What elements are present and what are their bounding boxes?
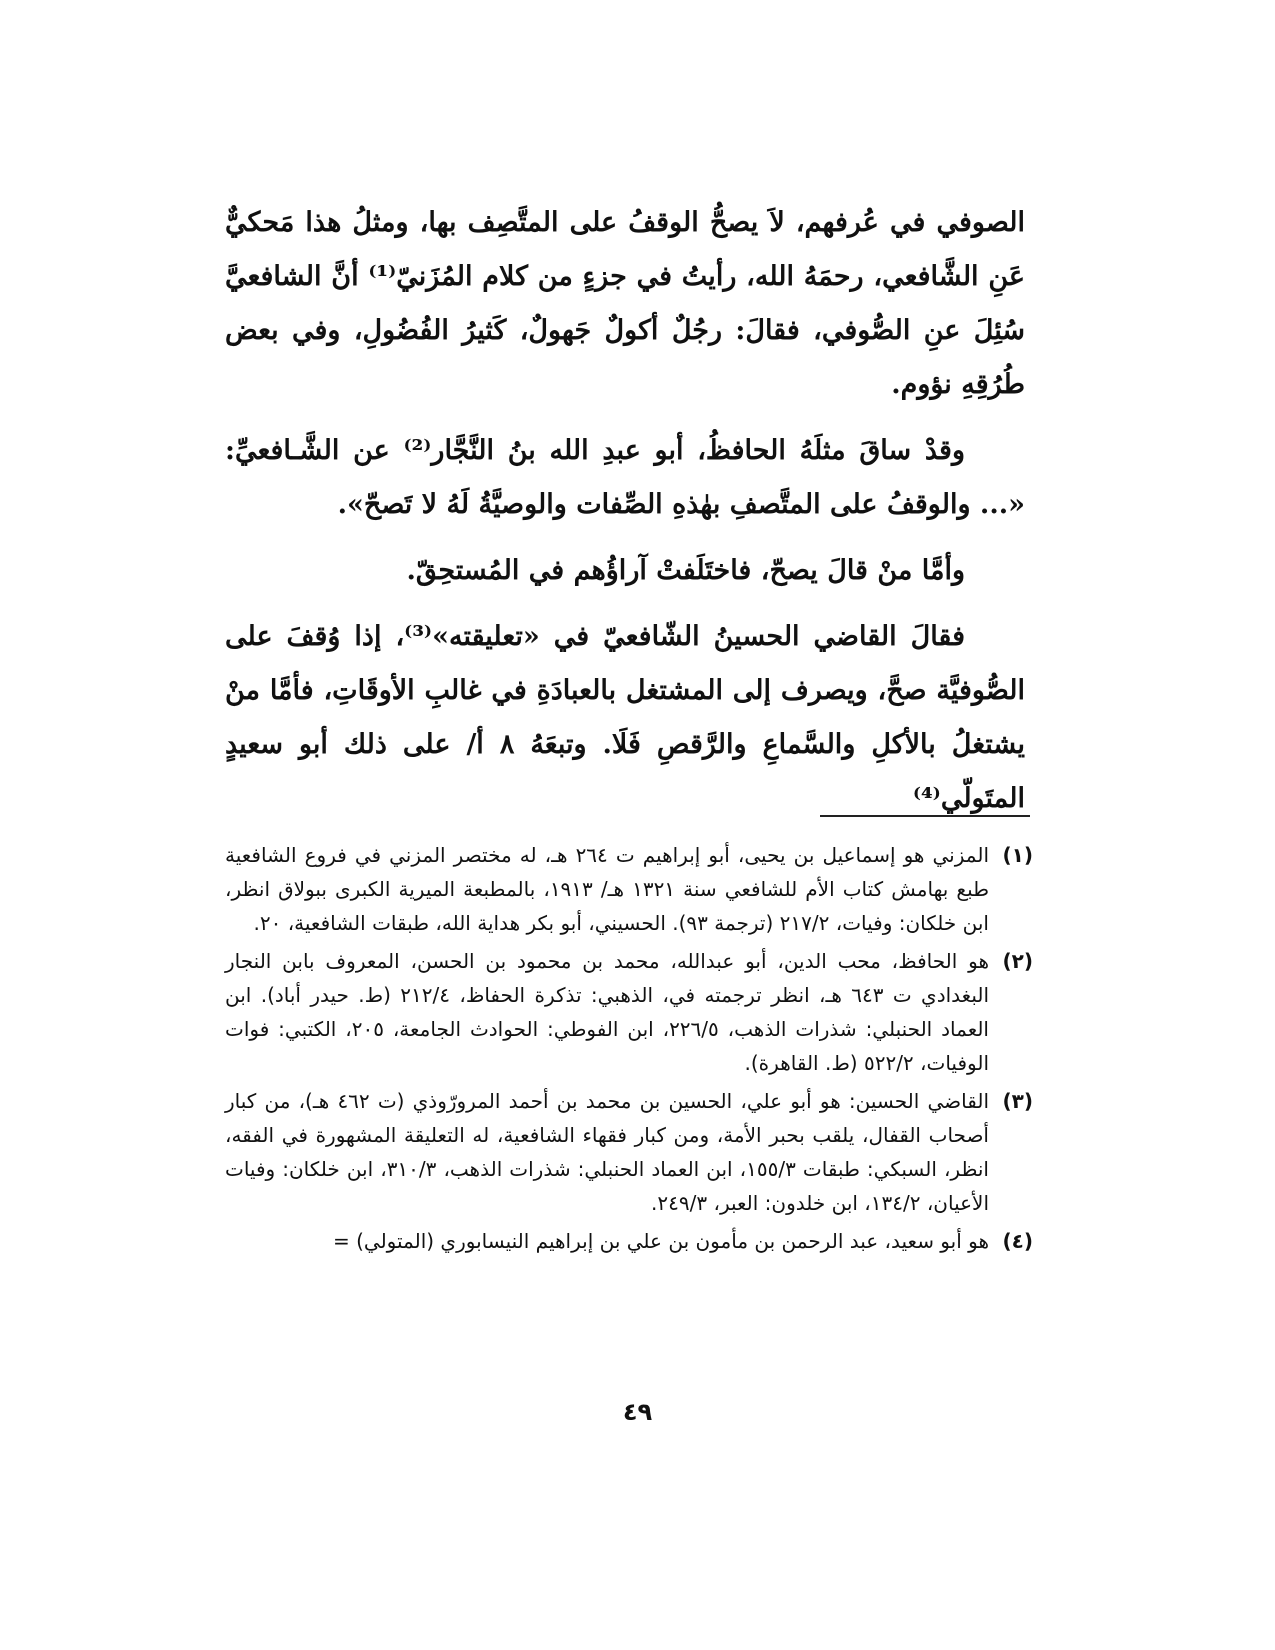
footnote-number: (٣) xyxy=(1002,1089,1033,1113)
paragraph-2: وقدْ ساقَ مثلَهُ الحافظُ، أبو عبدِ الله بنُ النَّجَّار⁽²⁾ عن الشَّـافعيِّ: «... والوقفُ على المتَّصفِ بهٰذهِ الصِّفات والوصيَّةُ لَهُ لا تَصحّ». xyxy=(225,435,1025,520)
footnote-2 xyxy=(225,944,1033,1080)
footnote-divider xyxy=(820,815,1030,817)
paragraph-1: الصوفي في عُرفهم، لاَ يصحُّ الوقفُ على المتَّصِف بها، ومثلُ هذا مَحكيٌّ عَنِ الشَّافعي، رحمَهُ الله، رأيتُ في جزءٍ من كلام المُزَنيّ⁽¹⁾ أنَّ الشافعيَّ سُئِلَ عنِ الصُّوفي، فقالَ: رجُلٌ أكولٌ جَهولٌ، كَثيرُ الفُضُولِ، وفي بعض طُرُقِهِ نؤوم. xyxy=(225,207,1025,400)
main-text xyxy=(225,196,1025,826)
footnote-number: (٤) xyxy=(1002,1229,1033,1253)
paragraph-3: وأمَّا منْ قالَ يصحّ، فاختَلَفتْ آراؤُهم في المُستحِقّ. xyxy=(406,555,965,586)
paragraph-4: فقالَ القاضي الحسينُ الشّافعيّ في «تعليقته»⁽³⁾، إذا وُقفَ على الصُّوفيَّة صحَّ، ويصرف إلى المشتغل بالعبادَةِ في غالبِ الأوقَاتِ، فأمَّا منْ يشتغلُ بالأكلِ والسَّماعِ والرَّقصِ فَلَا. وتبعَهُ ٨ أ/ على ذلك أبو سعيدٍ المتَولّي⁽⁴⁾ xyxy=(225,621,1025,814)
footnote-3 xyxy=(225,1084,1033,1220)
footnotes-section xyxy=(225,838,1033,1262)
page-number: ٤٩ xyxy=(622,1398,653,1426)
footnote-4 xyxy=(225,1224,1033,1258)
footnote-text: المزني هو إسماعيل بن يحيى، أبو إبراهيم ت ٢٦٤ هـ، له مختصر المزني في فروع الشافعية طبع بهامش كتاب الأم للشافعي سنة ١٣٢١ هـ/ ١٩١٣، بالمطبعة الميرية الكبرى ببولاق انظر، ابن خلكان: وفيات، ٢١٧/٢ (ترجمة ٩٣). الحسيني، أبو بكر هداية الله، طبقات الشافعية، ٢٠. xyxy=(225,843,990,935)
footnote-text: هو الحافظ، محب الدين، أبو عبدالله، محمد بن محمود بن الحسن، المعروف بابن النجار البغدادي ت ٦٤٣ هـ، انظر ترجمته في، الذهبي: تذكرة الحفاظ، ٢١٢/٤ (ط. حيدر أباد). ابن العماد الحنبلي: شذرات الذهب، ٢٢٦/٥، ابن الفوطي: الحوادث الجامعة، ٢٠٥، الكتبي: فوات الوفيات، ٥٢٢/٢ (ط. القاهرة). xyxy=(225,949,989,1075)
footnote-text: القاضي الحسين: هو أبو علي، الحسين بن محمد بن أحمد المرورّوذي (ت ٤٦٢ هـ)، من كبار أصحاب القفال، يلقب بحبر الأمة، ومن كبار فقهاء الشافعية، له التعليقة المشهورة في الفقه، انظر، السبكي: طبقات ١٥٥/٣، ابن العماد الحنبلي: شذرات الذهب، ٣١٠/٣، ابن خلكان: وفيات الأعيان، ١٣٤/٢، ابن خلدون: العبر، ٢٤٩/٣. xyxy=(225,1089,989,1215)
footnote-number: (٢) xyxy=(1002,949,1033,973)
footnote-1 xyxy=(225,838,1033,940)
footnote-number: (١) xyxy=(1002,843,1033,867)
footnote-text: هو أبو سعيد، عبد الرحمن بن مأمون بن علي بن إبراهيم النيسابوري (المتولي) = xyxy=(333,1229,989,1253)
